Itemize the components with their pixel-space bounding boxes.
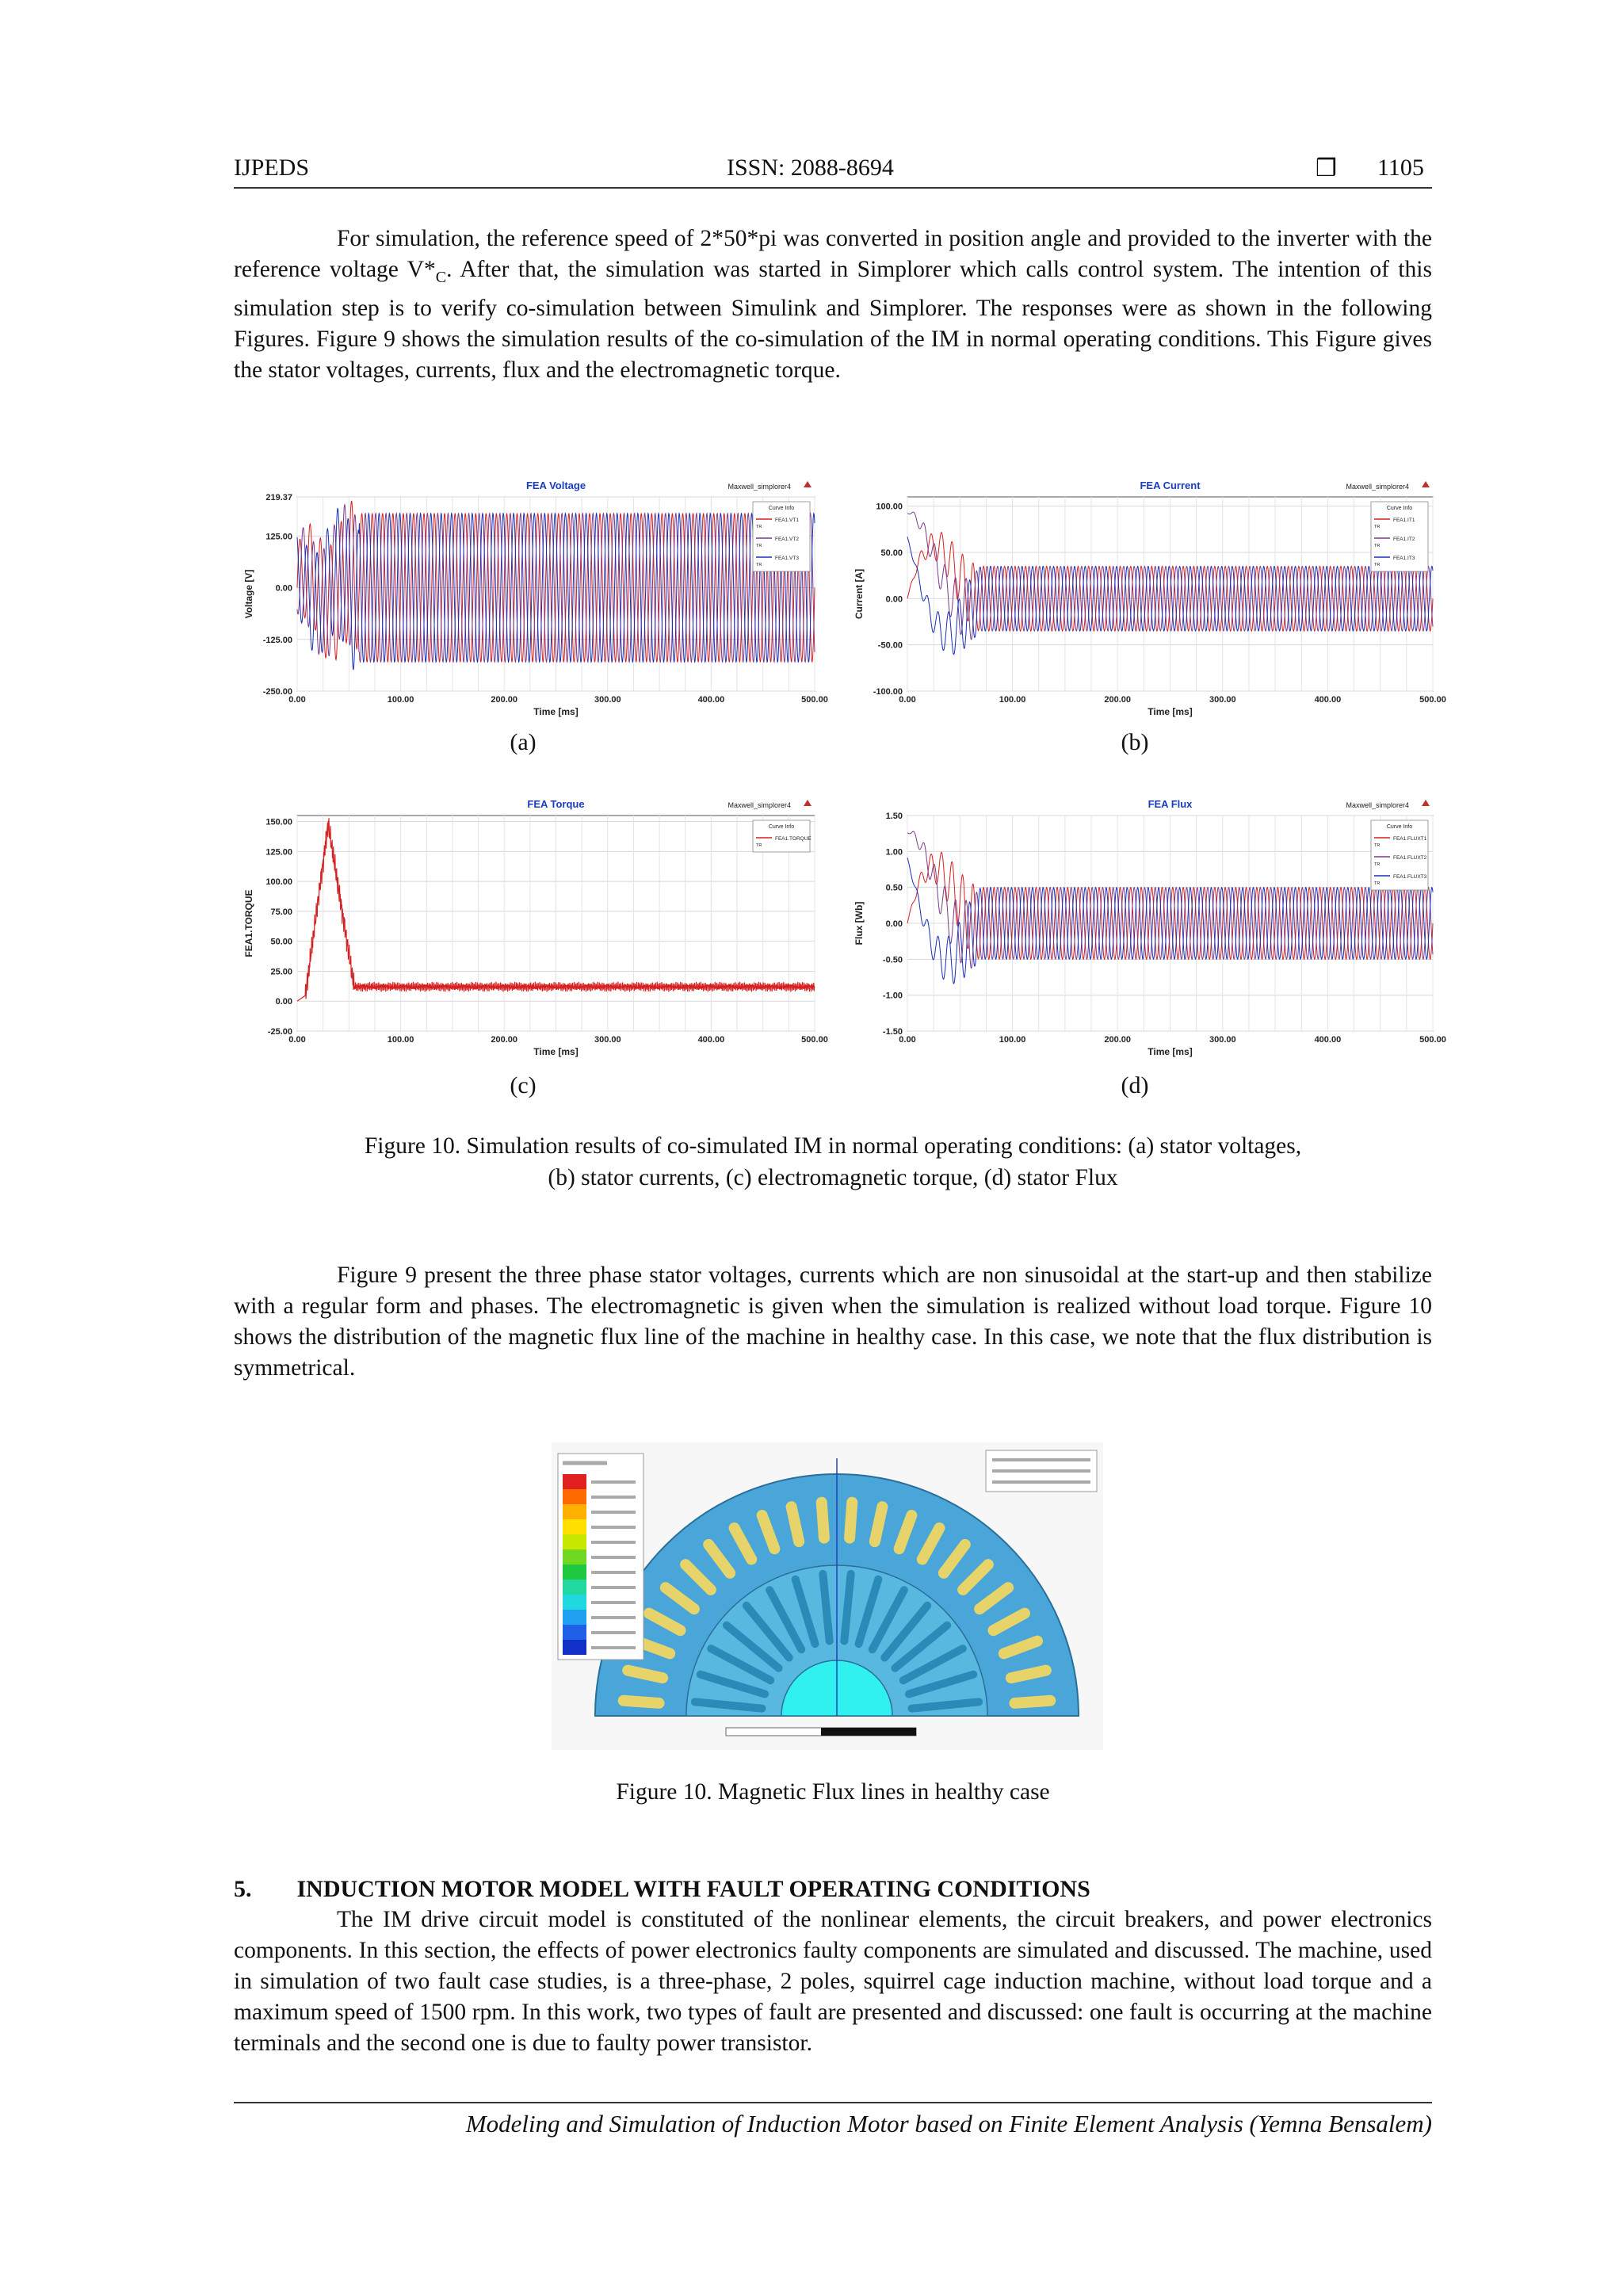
y-tick-label: -250.00 [262, 687, 292, 697]
x-axis-label: Time [ms] [533, 706, 579, 717]
para3-text: The IM drive circuit model is constituted of the nonlinear elements, the circuit breakers, and power electronics components. In this section, the effects of power electronics faulty components are simulated and discussed. The machine, used in simulation of two fault case studies, is a three-phase, 2 poles, squirrel cage induction machine, without load torque and a maximum speed of 1500 rpm. In this work, two types of fault are presented and discussed: one fault is occurring at the machine terminals and the second one is due to faulty power transistor. [234, 1907, 1432, 2056]
legend-color-cell [563, 1595, 586, 1610]
x-tick-label: 300.00 [594, 695, 621, 705]
x-tick-label: 300.00 [594, 1035, 621, 1045]
legend-color-cell [563, 1580, 586, 1595]
y-axis-label: Voltage [V] [243, 569, 254, 619]
chart-title: FEA Torque [527, 798, 585, 810]
y-tick-label: 50.00 [270, 937, 292, 947]
x-tick-label: 0.00 [288, 695, 306, 705]
journal-name: IJPEDS [234, 155, 310, 181]
warning-icon [1422, 800, 1430, 806]
chart-title: FEA Flux [1148, 798, 1193, 810]
y-tick-label: 0.00 [885, 919, 903, 929]
y-tick-label: 100.00 [876, 502, 903, 512]
x-tick-label: 400.00 [1314, 1035, 1342, 1045]
scale-bar-fill [821, 1728, 916, 1736]
x-tick-label: 200.00 [1104, 695, 1132, 705]
y-tick-label: 0.00 [885, 594, 903, 605]
y-axis-label: Flux [Wb] [854, 901, 865, 946]
y-tick-label: 0.50 [885, 883, 903, 893]
x-tick-label: 400.00 [697, 695, 725, 705]
legend-sub: TR [1374, 862, 1381, 867]
stator-slot [875, 1507, 883, 1541]
legend-color-cell [563, 1504, 586, 1519]
y-tick-label: -25.00 [267, 1027, 292, 1037]
x-tick-label: 0.00 [899, 695, 916, 705]
x-tick-label: 100.00 [387, 1035, 414, 1045]
paragraph-3 [234, 1904, 1432, 2059]
legend-label: FEA1.FLUXT3 [1393, 874, 1427, 880]
chart-title: FEA Voltage [525, 479, 586, 491]
paragraph-1 [234, 223, 1432, 386]
stator-slot [1014, 1701, 1050, 1703]
stator-slot [850, 1503, 852, 1538]
para1-sub: C [435, 268, 447, 286]
stator-slot [624, 1701, 659, 1703]
chart-tag: Maxwell_simplorer4 [727, 801, 791, 809]
x-tick-label: 200.00 [491, 695, 518, 705]
y-tick-label: 219.37 [265, 493, 292, 502]
x-axis-label: Time [ms] [1148, 706, 1193, 717]
legend-sub: TR [756, 843, 762, 848]
legend-title: Curve Info [768, 824, 795, 830]
box-icon: ❒ [1316, 155, 1337, 181]
legend-sub: TR [1374, 525, 1381, 529]
y-tick-label: 1.50 [885, 812, 903, 821]
x-tick-label: 0.00 [899, 1035, 916, 1045]
flux-lines-figure [552, 1442, 1103, 1750]
x-tick-label: 100.00 [387, 695, 414, 705]
y-tick-label: 0.00 [275, 997, 292, 1007]
x-tick-label: 200.00 [1104, 1035, 1132, 1045]
x-tick-label: 100.00 [999, 695, 1026, 705]
figure-caption-line2: (b) stator currents, (c) electromagnetic torque, (d) stator Flux [548, 1165, 1118, 1190]
x-tick-label: 400.00 [1314, 695, 1342, 705]
y-tick-label: 1.00 [885, 847, 903, 858]
legend-color-cell [563, 1610, 586, 1625]
chart-tag: Maxwell_simplorer4 [1346, 483, 1409, 491]
header-rule [234, 187, 1432, 189]
legend-label: FEA1.VT3 [775, 556, 799, 561]
y-tick-label: -125.00 [262, 635, 292, 645]
chart-torque [238, 790, 828, 1069]
section-number: 5. [234, 1876, 252, 1902]
page-number: 1105 [1377, 155, 1424, 181]
legend-sub: TR [1374, 563, 1381, 567]
stator-slot [792, 1507, 800, 1541]
stator-slot [1011, 1671, 1046, 1679]
sublabel-a: (a) [510, 729, 537, 755]
x-tick-label: 300.00 [1209, 695, 1236, 705]
y-tick-label: 50.00 [880, 548, 903, 558]
chart-current [848, 472, 1446, 729]
x-axis-label: Time [ms] [533, 1046, 579, 1057]
y-tick-label: 0.00 [275, 583, 292, 594]
figure-caption-line1: Figure 10. Simulation results of co-simulated IM in normal operating conditions: (a) stator voltages, [364, 1133, 1302, 1159]
x-tick-label: 100.00 [999, 1035, 1026, 1045]
legend-sub: TR [756, 544, 762, 548]
stator-slot [822, 1503, 824, 1538]
x-tick-label: 200.00 [491, 1035, 518, 1045]
y-tick-label: 25.00 [270, 967, 292, 977]
warning-icon [1422, 481, 1430, 487]
legend-sub: TR [1374, 544, 1381, 548]
legend-sub: TR [756, 563, 762, 567]
chart-flux [848, 790, 1446, 1069]
legend-color-cell [563, 1625, 586, 1640]
section-heading [234, 1876, 1090, 1903]
chart-title: FEA Current [1140, 479, 1201, 491]
x-tick-label: 300.00 [1209, 1035, 1236, 1045]
x-tick-label: 500.00 [1419, 1035, 1446, 1045]
x-tick-label: 0.00 [288, 1035, 306, 1045]
legend-label: FEA1.IT2 [1393, 537, 1415, 542]
y-tick-label: 150.00 [265, 817, 292, 827]
chart-tag: Maxwell_simplorer4 [1346, 801, 1409, 809]
y-tick-label: -1.00 [882, 991, 903, 1001]
legend-sub: TR [1374, 843, 1381, 848]
y-tick-label: -100.00 [873, 687, 903, 697]
y-tick-label: 125.00 [265, 847, 292, 858]
warning-icon [804, 481, 812, 487]
paragraph-2 [234, 1260, 1432, 1384]
y-tick-label: -50.00 [877, 640, 903, 651]
para1-text-a: For simulation, the reference speed of 2*50*pi was converted in position angle and provided to the inverter with the reference voltage V* [234, 226, 1432, 282]
y-tick-label: 125.00 [265, 532, 292, 542]
legend-color-cell [563, 1640, 586, 1655]
legend-label: FEA1.VT2 [775, 537, 799, 542]
section-title: INDUCTION MOTOR MODEL WITH FAULT OPERATING CONDITIONS [296, 1876, 1090, 1902]
legend-title: Curve Info [1386, 506, 1413, 511]
y-tick-label: -1.50 [882, 1027, 903, 1037]
legend-title: Curve Info [1386, 824, 1413, 830]
sublabel-c: (c) [510, 1072, 537, 1098]
x-tick-label: 500.00 [1419, 695, 1446, 705]
stator-slot [628, 1671, 663, 1679]
legend-color-cell [563, 1534, 586, 1549]
running-footer: Modeling and Simulation of Induction Motor based on Finite Element Analysis (Yemna Bensalem) [465, 2110, 1432, 2137]
legend-label: FEA1.VT1 [775, 518, 799, 523]
issn: ISSN: 2088-8694 [727, 155, 894, 181]
chart-voltage [238, 472, 828, 729]
para1-text-b: . After that, the simulation was started in Simplorer which calls control system. The intention of this simulation step is to verify co-simulation between Simulink and Simplorer. The responses were as shown in the following Figures. Figure 9 shows the simulation results of the co-simulation of the IM in normal operating conditions. This Figure gives the stator voltages, currents, flux and the electromagnetic torque. [234, 257, 1432, 383]
y-axis-label: Current [A] [854, 568, 865, 620]
sublabel-b: (b) [1121, 729, 1149, 755]
legend-title: Curve Info [768, 506, 795, 511]
warning-icon [804, 800, 812, 806]
legend-sub: TR [1374, 881, 1381, 886]
y-axis-label: FEA1.TORQUE [243, 889, 254, 957]
legend-color-cell [563, 1474, 586, 1489]
legend-label: FEA1.IT1 [1393, 518, 1415, 523]
legend-color-cell [563, 1519, 586, 1534]
x-tick-label: 500.00 [801, 695, 828, 705]
chart-tag: Maxwell_simplorer4 [727, 483, 791, 491]
legend-label: FEA1.FLUXT2 [1393, 855, 1427, 861]
flux-figure-caption: Figure 10. Magnetic Flux lines in healthy case [616, 1779, 1050, 1805]
legend-label: FEA1.TORQUE [775, 836, 812, 842]
y-tick-label: 100.00 [265, 877, 292, 888]
legend-color-cell [563, 1564, 586, 1580]
legend-color-cell [563, 1489, 586, 1504]
sublabel-d: (d) [1121, 1072, 1149, 1098]
x-tick-label: 400.00 [697, 1035, 725, 1045]
x-tick-label: 500.00 [801, 1035, 828, 1045]
footer-rule [234, 2102, 1432, 2103]
y-tick-label: 75.00 [270, 907, 292, 917]
legend-label: FEA1.FLUXT1 [1393, 836, 1427, 842]
y-tick-label: -0.50 [882, 955, 903, 965]
legend-color-cell [563, 1549, 586, 1564]
legend-label: FEA1.IT3 [1393, 556, 1415, 561]
legend-sub: TR [756, 525, 762, 529]
x-axis-label: Time [ms] [1148, 1046, 1193, 1057]
para2-text: Figure 9 present the three phase stator voltages, currents which are non sinusoidal at the start-up and then stabilize with a regular form and phases. The electromagnetic is given when the simulation is realized without load torque. Figure 10 shows the distribution of the magnetic flux line of the machine in healthy case. In this case, we note that the flux distribution is symmetrical. [234, 1263, 1432, 1381]
